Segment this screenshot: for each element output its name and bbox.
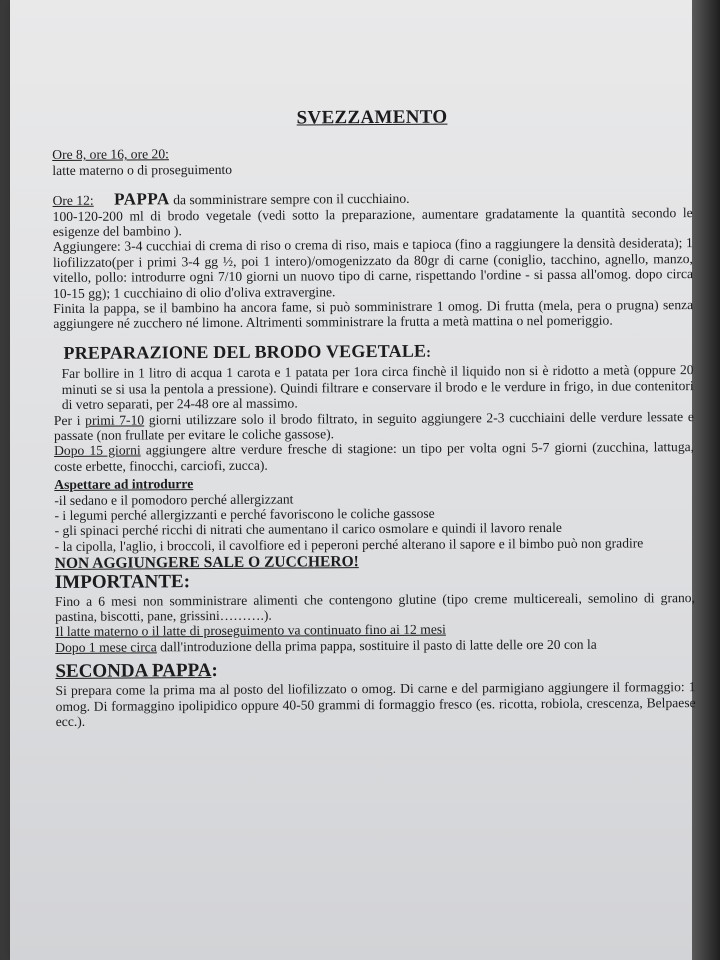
brodo-p1: Far bollire in 1 litro di acqua 1 carota e 1 patata per 1ora circa finchè il liquido non si è ridotto a metà (oppure 20 minuti se si usa la pentola a pressione). Quindi filtrare e conservare il brodo e le verdure in frigo, in due contenitori di vetro separati, per 24-48 ore al massimo.	[61, 362, 694, 413]
brodo-heading: PREPARAZIONE DEL BRODO VEGETALE:	[63, 340, 432, 363]
document	[52, 108, 696, 729]
non-aggiungere-warning: NON AGGIUNGERE SALE O ZUCCHERO!	[54, 553, 359, 573]
section-latte	[52, 143, 692, 178]
seconda-heading: SECONDA PAPPA:	[55, 660, 218, 683]
section-brodo	[53, 342, 694, 554]
list-item: - la cipolla, l'aglio, i broccoli, il cavolfiore ed i peperoni perché alterano il sapore e il bimbo può non gradire	[54, 535, 644, 554]
section-importante	[55, 568, 695, 656]
importante-heading: IMPORTANTE:	[54, 570, 191, 593]
aspettare-label: Aspettare ad introdurre	[54, 476, 194, 493]
list-item: - i legumi perché allergizzanti e perché favoriscono le coliche gassose	[54, 505, 435, 523]
latte-text: latte materno o di proseguimento	[52, 161, 233, 178]
aggiungere-paragraph: Aggiungere: 3-4 cucchiai di crema di riso o crema di riso, mais e tapioca (fino a raggiungere la densità desiderata); 1 liofilizzato(per i primi 3-4 gg ½, poi 1 intero)/omogenizzato da 80gr di carne (coniglio, tacchino, agnello, manzo, vitello, pollo: introdurre ogni 7/10 giorni un nuovo tipo di carne, rispettando l'ordine - si passa all'omog. dopo circa 10-15 gg); 1 cucchiaino di olio d'oliva extravergine.	[52, 235, 694, 301]
pappa-heading: PAPPA	[114, 189, 170, 209]
page-title: SVEZZAMENTO	[296, 106, 448, 129]
time-label-1: Ore 8, ore 16, ore 20:	[52, 146, 169, 163]
pappa-instruction: da somministrare sempre con il cucchiaino.	[169, 191, 410, 208]
brodo-p2: Per i primi 7-10 giorni utilizzare solo il brodo filtrato, in seguito aggiungere 2-3 cucchiaini delle verdure lessate e passate (non frullate per evitare le coliche gassose).	[53, 408, 694, 443]
importante-p2: Il latte materno o il latte di proseguimento va continuato fino ai 12 mesi	[55, 621, 446, 640]
section-seconda	[55, 657, 695, 729]
brodo-quantity: 100-120-200 ml di brodo vegetale (vedi sotto la preparazione, aumentare gradatamente la quantità secondo le esigenze del bambino ).	[52, 204, 693, 240]
time-label-2: Ore 12:	[52, 192, 94, 209]
importante-p3: Dopo 1 mese circa dall'introduzione della prima pappa, sostituire il pasto di latte delle ore 20 con la	[55, 636, 597, 655]
importante-p1: Fino a 6 mesi non somministrare alimenti che contengono glutine (tipo creme multicereali, semolino di grano, pastina, biscotti, pane, grissini……….).	[54, 589, 696, 624]
background-edge	[692, 0, 720, 960]
list-item: -il sedano e il pomodoro perché allergizzant	[54, 491, 294, 508]
section-pappa	[52, 188, 693, 332]
brodo-p3: Dopo 15 giorni aggiungere altre verdure fresche di stagione: un tipo per volta ogni 5-7 giorni (zucchina, lattuga, coste erbette, finocchi, carciofi, zucca).	[54, 439, 695, 474]
finita-paragraph: Finita la pappa, se il bambino ha ancora fame, si può somministrare 1 omog. Di frutta (mela, pera o prugna) senza aggiungere né zucchero né limone. Altrimenti somministrare la frutta a metà mattina o nel pomeriggio.	[53, 297, 694, 332]
seconda-text: Si prepara come la prima ma al posto del liofilizzato o omog. Di carne e del parmigiano aggiungere il formaggio: 1 omog. Di formaggino ipolipidico oppure 40-50 grammi di formaggio fresco (es. ricotta, robiola, crescenza, Belpaese ecc.).	[55, 679, 696, 729]
list-item: - gli spinaci perché ricchi di nitrati che aumentano il carico osmolare e quindi il lavoro renale	[54, 520, 562, 539]
